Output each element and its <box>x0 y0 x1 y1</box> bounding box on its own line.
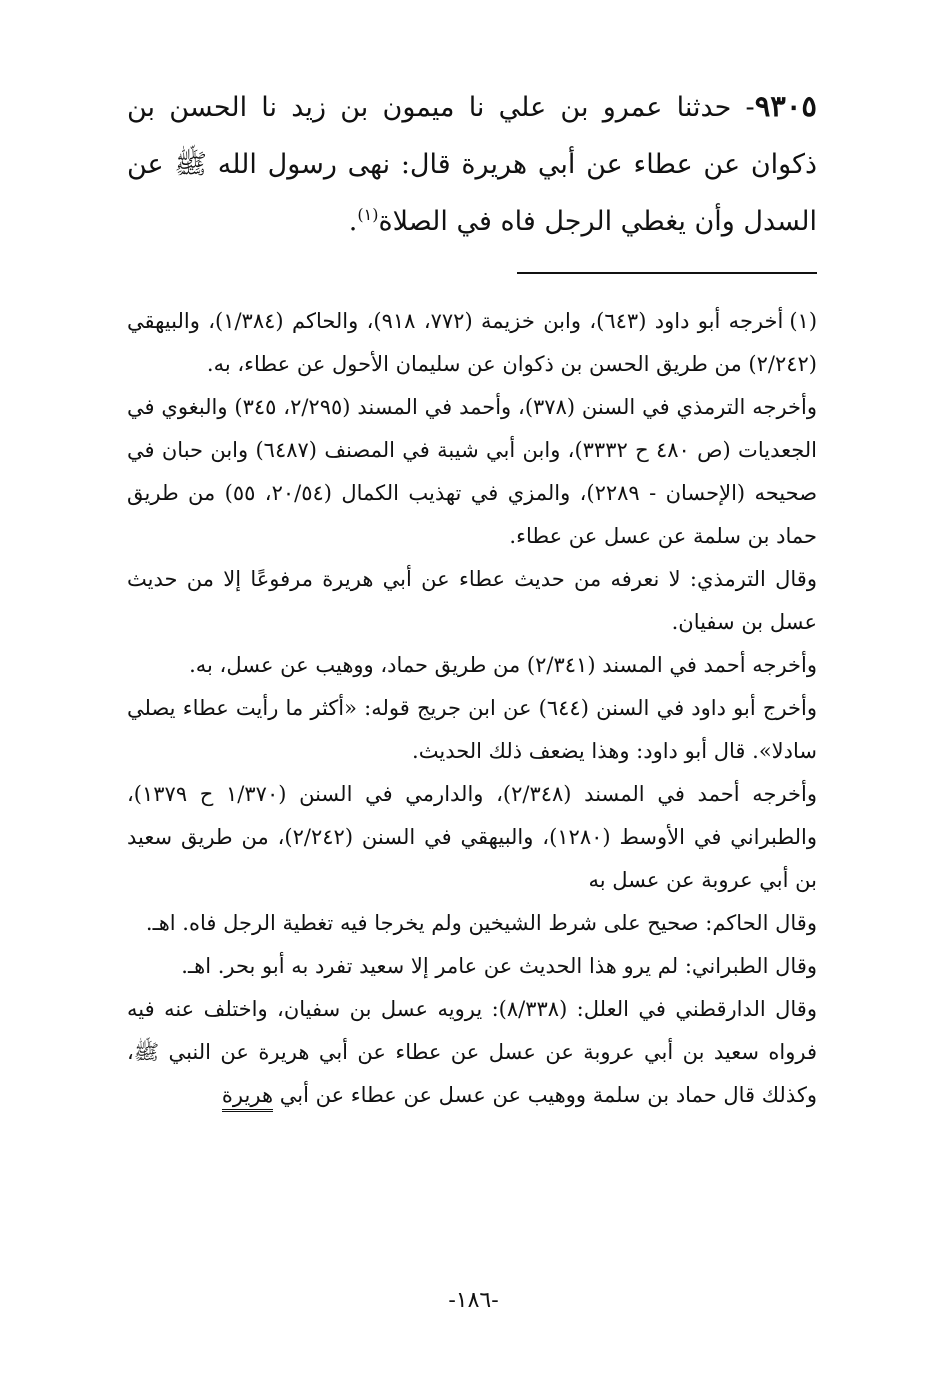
page-number: -١٨٦- <box>448 1288 499 1313</box>
footnote-paragraph: وقال الترمذي: لا نعرفه من حديث عطاء عن أبي هريرة مرفوعًا إلا من حديث عسل بن سفيان. <box>127 567 817 634</box>
hadith-end: . <box>348 206 358 237</box>
page-content <box>127 78 817 1117</box>
footnote-label: (١) <box>789 309 818 333</box>
footnote-paragraph: وأخرجه الترمذي في السنن (٣٧٨)، وأحمد في المسند (٢/٢٩٥، ٣٤٥) والبغوي في الجعديات (ص ٤٨٠ ح ٣٣٣٢)، وابن أبي شيبة في المصنف (٦٤٨٧) وابن حبان في صحيحه (الإحسان - ٢٢٨٩)، والمزي في تهذيب الكمال (٢٠/٥٤، ٥٥) من طريق حماد بن سلمة عن عسل عن عطاء. <box>127 395 818 548</box>
footnote-paragraph: وأخرج أبو داود في السنن (٦٤٤) عن ابن جريج قوله: «أكثر ما رأيت عطاء يصلي سادلا». قال أبو داود: وهذا يضعف ذلك الحديث. <box>127 696 817 763</box>
footnote-separator <box>517 272 817 274</box>
footnote-paragraph-last <box>127 988 817 1117</box>
footnote-last-text: وقال الدارقطني في العلل: (٨/٣٣٨): يرويه عسل بن سفيان، واختلف عنه فيه فرواه سعيد بن أبي عروبة عن عسل عن عطاء عن أبي هريرة عن النبي ﷺ، وكذلك قال حماد بن سلمة ووهيب عن عسل عن عطاء عن أبي <box>127 997 817 1107</box>
footnote-paragraph: وأخرجه أحمد في المسند (٢/٣٤١) من طريق حماد، ووهيب عن عسل، به. <box>189 653 817 677</box>
footnote-1 <box>127 300 817 386</box>
hadith-number: ٩٣٠٥ <box>754 89 817 123</box>
footnote-paragraph: وأخرجه أحمد في المسند (٢/٣٤٨)، والدارمي في السنن (١/٣٧٠ ح ١٣٧٩)، والطبراني في الأوسط (١٢٨٠)، والبيهقي في السنن (٢/٢٤٢)، من طريق سعيد بن أبي عروبة عن عسل به <box>127 782 817 892</box>
hadith-text <box>127 78 817 250</box>
footnote-paragraph: وقال الحاكم: صحيح على شرط الشيخين ولم يخرجا فيه تغطية الرجل فاه. اهـ. <box>145 911 817 935</box>
footnote-paragraph: وقال الطبراني: لم يرو هذا الحديث عن عامر إلا سعيد تفرد به أبو بحر. اهـ. <box>181 954 817 978</box>
footnotes-section <box>127 300 817 1117</box>
footnote-reference[interactable]: (١) <box>357 205 379 224</box>
footnote-text: أخرجه أبو داود (٦٤٣)، وابن خزيمة (٧٧٢، ٩١٨)، والحاكم (١/٣٨٤)، والبيهقي (٢/٢٤٢) من طريق الحسن بن ذكوان عن سليمان الأحول عن عطاء، به. <box>127 309 817 376</box>
hadith-body: - حدثنا عمرو بن علي نا ميمون بن زيد نا الحسن بن ذكوان عن عطاء عن أبي هريرة قال: نهى رسول الله ﷺ عن السدل وأن يغطي الرجل فاه في الصلاة <box>127 92 817 237</box>
continuation-marker: هريرة <box>222 1083 273 1112</box>
